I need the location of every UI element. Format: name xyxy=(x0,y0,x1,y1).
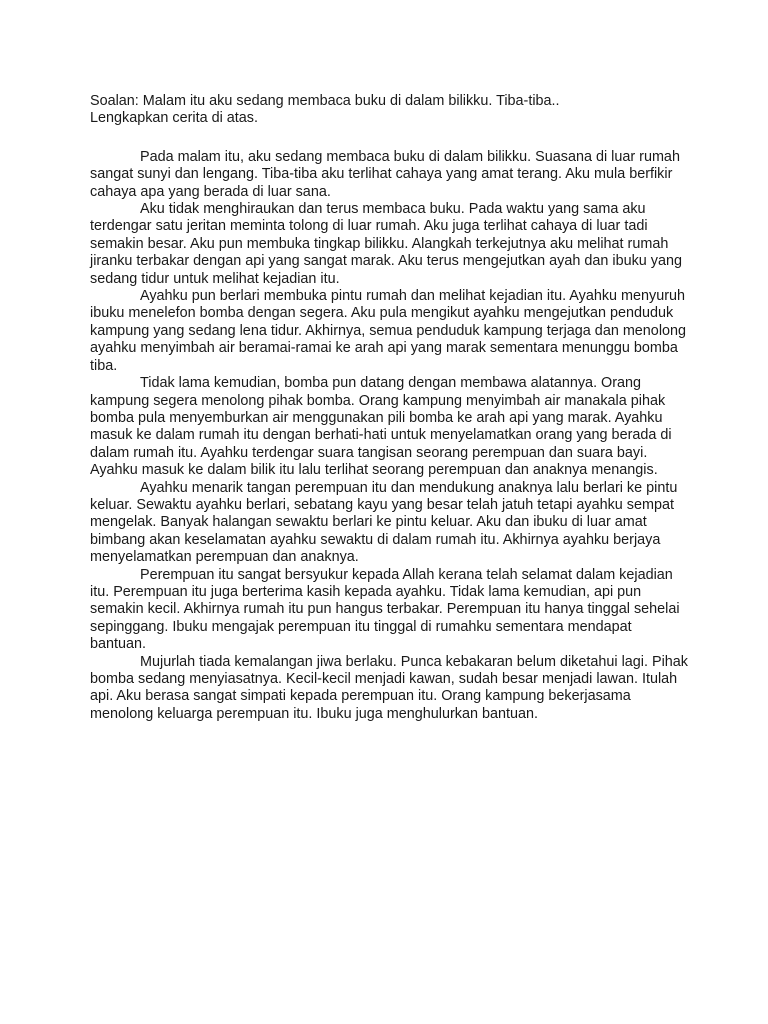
essay-paragraph: Aku tidak menghiraukan dan terus membaca buku. Pada waktu yang sama aku terdengar satu jeritan meminta tolong di luar rumah. Aku juga terlihat cahaya di luar tadi semakin besar. Aku pun membuka tingkap bilikku. Alangkah terkejutnya aku melihat rumah jiranku terbakar dengan api yang sangat marak. Aku terus mengejutkan ayah dan ibuku yang sedang tidur untuk melihat kejadian itu. xyxy=(90,201,682,287)
essay-paragraph: Tidak lama kemudian, bomba pun datang dengan membawa alatannya. Orang kampung segera menolong pihak bomba. Orang kampung menyimbah air manakala pihak bomba pula menyemburkan air menggunakan pili bomba ke arah api yang marak. Ayahku masuk ke dalam rumah itu dengan berhati-hati untuk menyelamatkan orang yang berada di dalam rumah itu. Ayahku terdengar suara tangisan seorang perempuan dan suara bayi. Ayahku masuk ke dalam bilik itu lalu terlihat seorang perempuan dan anaknya menangis. xyxy=(90,375,672,479)
essay-paragraph: Perempuan itu sangat bersyukur kepada Allah kerana telah selamat dalam kejadian itu. Perempuan itu juga berterima kasih kepada ayahku. Tidak lama kemudian, api pun semakin kecil. Akhirnya rumah itu pun hangus terbakar. Perempuan itu hanya tinggal sehelai sepinggang. Ibuku mengajak perempuan itu tinggal di rumahku sementara mendapat bantuan. xyxy=(90,566,680,653)
question-line: Soalan: Malam itu aku sedang membaca buku di dalam bilikku. Tiba-tiba.. xyxy=(90,93,560,109)
essay-paragraph: Ayahku menarik tangan perempuan itu dan mendukung anaknya lalu berlari ke pintu keluar. Sewaktu ayahku berlari, sebatang kayu yang besar telah jatuh tetapi ayahku sempat mengelak. Banyak halangan sewaktu berlari ke pintu keluar. Aku dan ibuku di luar amat bimbang akan keselamatan ayahku sewaktu di dalam rumah itu. Akhirnya ayahku berjaya menyelamatkan perempuan dan anaknya. xyxy=(90,479,678,566)
instruction-line: Lengkapkan cerita di atas. xyxy=(90,110,259,127)
blank-line xyxy=(90,128,690,149)
essay-paragraph: Ayahku pun berlari membuka pintu rumah dan melihat kejadian itu. Ayahku menyuruh ibuku menelefon bomba dengan segera. Aku pula mengikut ayahku mengejutkan penduduk kampung yang sedang lena tidur. Akhirnya, semua penduduk kampung terjaga dan menolong ayahku menyimbah air beramai-ramai ke arah api yang marak sementara menunggu bomba tiba. xyxy=(90,288,687,374)
essay-paragraph: Mujurlah tiada kemalangan jiwa berlaku. Punca kebakaran belum diketahui lagi. Pihak bomba sedang menyiasatnya. Kecil-kecil menjadi kawan, sudah besar menjadi lawan. Itulah api. Aku berasa sangat simpati kepada perempuan itu. Orang kampung bekerjasama menolong keluarga perempuan itu. Ibuku juga menghulurkan bantuan. xyxy=(90,653,688,722)
essay-paragraph: Pada malam itu, aku sedang membaca buku di dalam bilikku. Suasana di luar rumah sangat sunyi dan lengang. Tiba-tiba aku terlihat cahaya yang amat terang. Aku mula berfikir cahaya apa yang berada di luar sana. xyxy=(90,148,680,200)
essay-body xyxy=(90,149,690,723)
document-body xyxy=(90,93,690,723)
question-block xyxy=(90,93,690,128)
